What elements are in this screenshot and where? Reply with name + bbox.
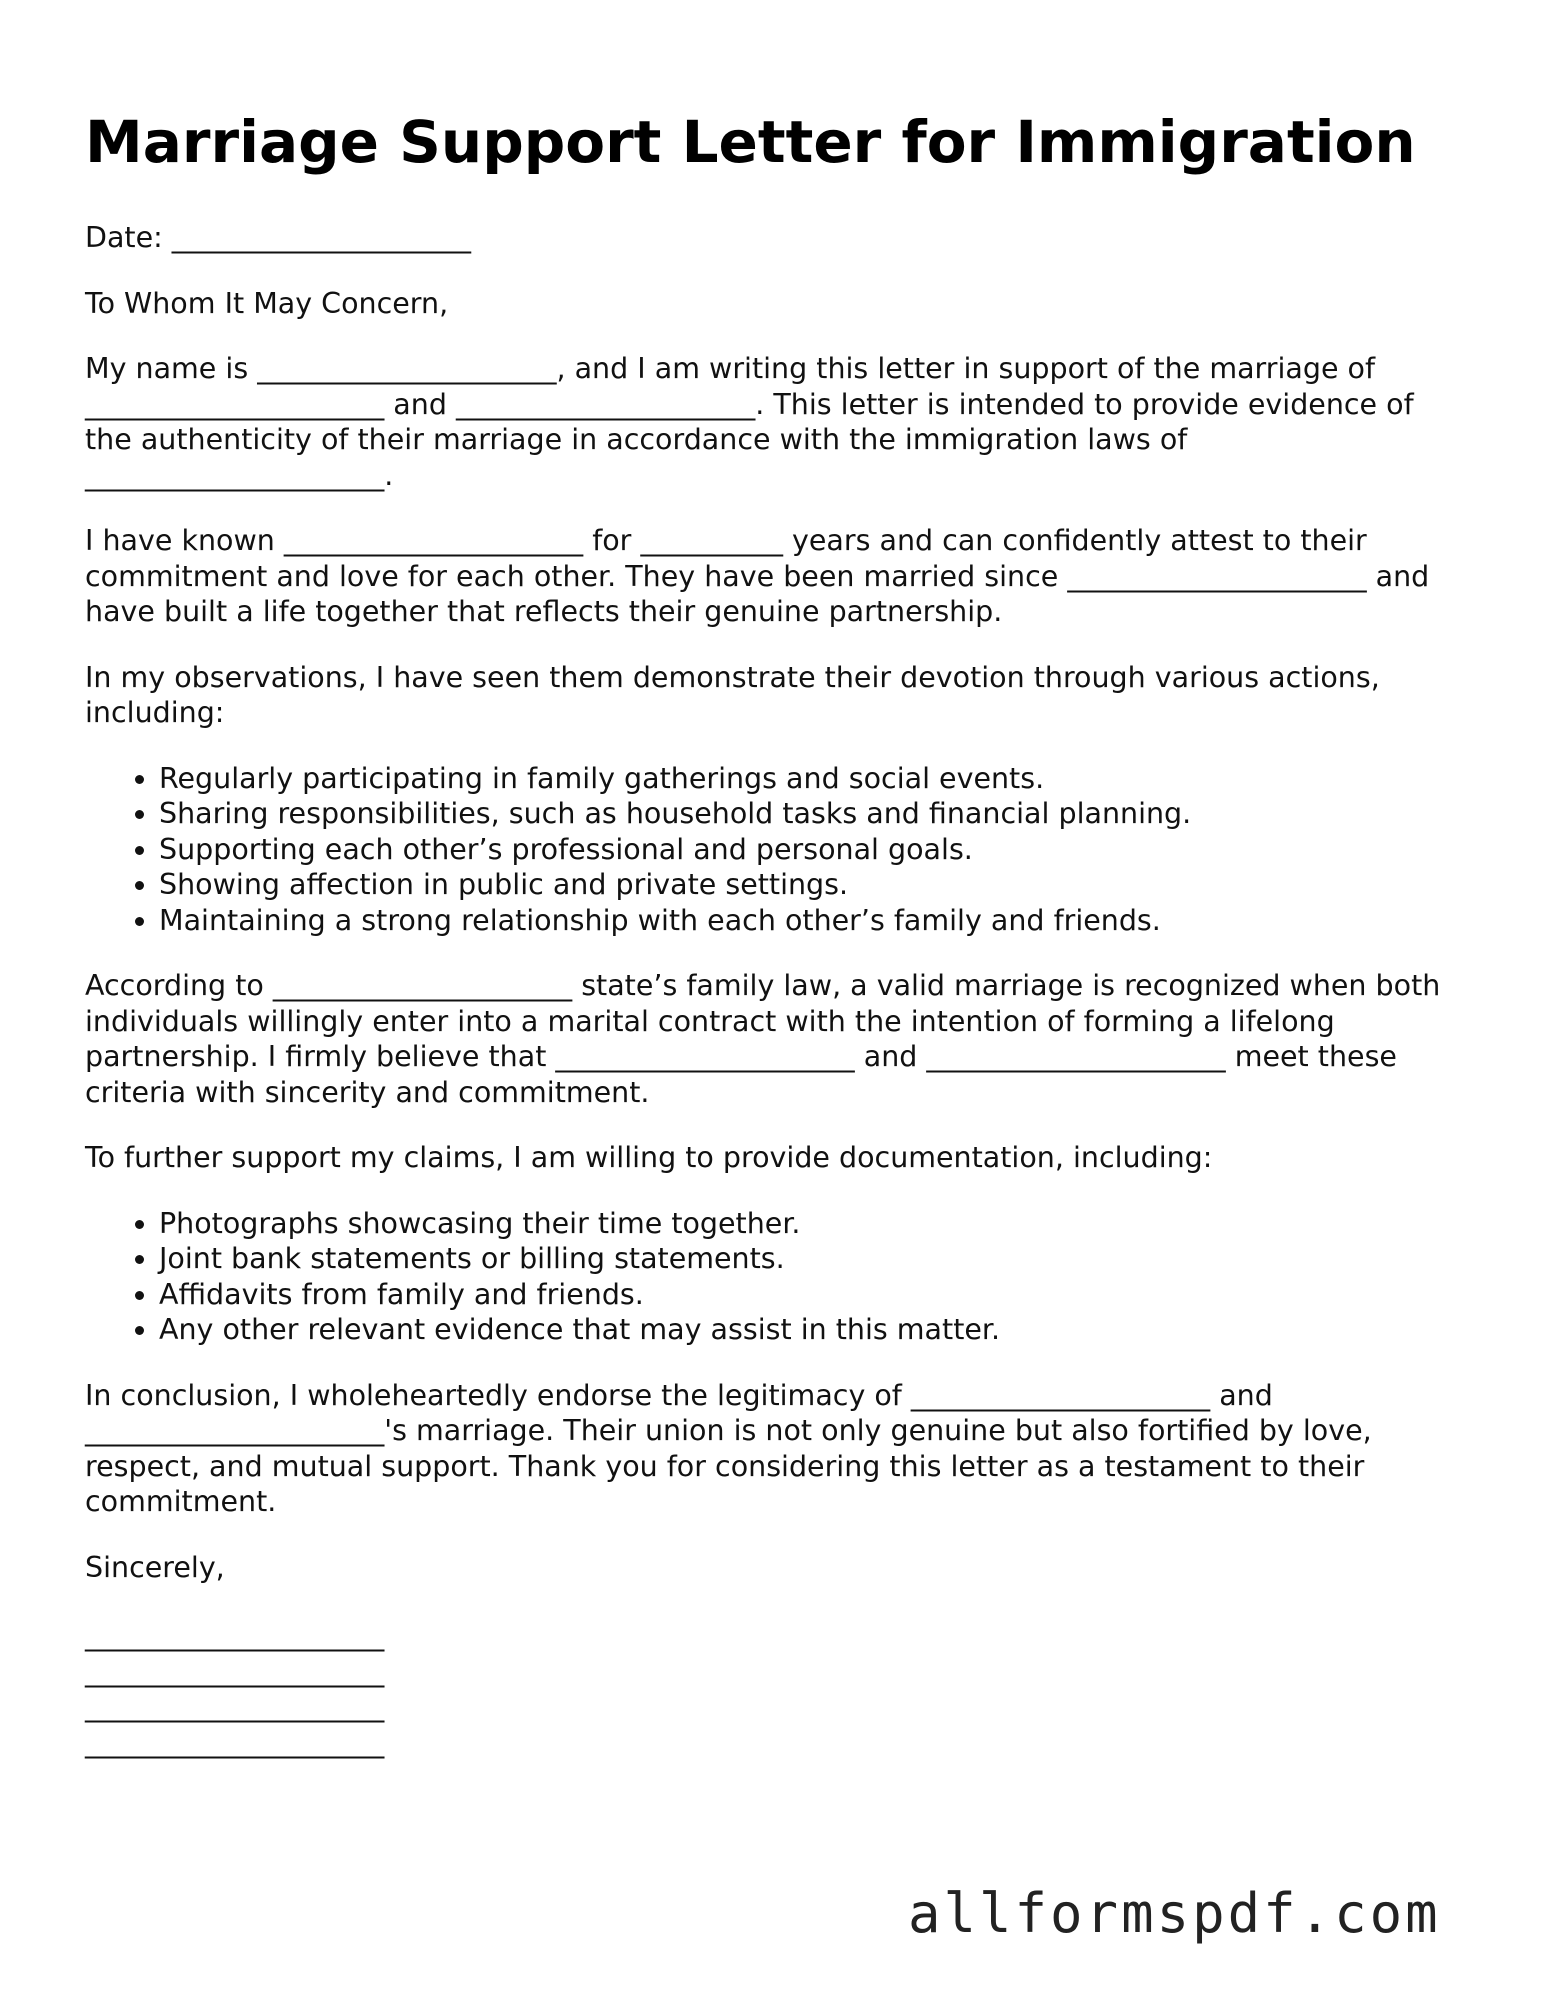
- list-item: • Any other relevant evidence that may assist in this matter.: [159, 1312, 1465, 1348]
- date-line: Date: _____________________: [85, 221, 472, 254]
- acquaintance-paragraph: I have known _____________________ for __________ years and can confidently attest to their commitment and love for each other. They have been married since _____________________ and have built a life together that reflects their genuine partnership.: [85, 524, 1430, 628]
- intro-paragraph: My name is _____________________, and I am writing this letter in support of the marriage of _____________________ and _____________________. This letter is intended to provide evidence of the authenticity of their marriage in accordance with the immigration laws of _____________________.: [85, 352, 1414, 492]
- signature-line: _____________________: [85, 1725, 385, 1759]
- observations-paragraph: In my observations, I have seen them demonstrate their devotion through various actions, including:: [85, 660, 1380, 729]
- letter-page: [85, 108, 1465, 1760]
- legal-paragraph: According to _____________________ state’s family law, a valid marriage is recognized when both individuals willingly enter into a marital contract with the intention of forming a lifelong partnership. I firmly believe that _____________________ and _____________________ meet these criteria with sincerity and commitment.: [85, 969, 1441, 1109]
- list-item: • Photographs showcasing their time together.: [159, 1206, 1465, 1242]
- list-item: • Affidavits from family and friends.: [159, 1277, 1465, 1313]
- actions-list: [85, 761, 1465, 939]
- conclusion-paragraph: In conclusion, I wholeheartedly endorse the legitimacy of _____________________ and _____________________'s marriage. Their union is not only genuine but also fortified by love, respect, and mutual support. Thank you for considering this letter as a testament to their commitment.: [85, 1378, 1372, 1518]
- list-item: • Regularly participating in family gatherings and social events.: [159, 761, 1465, 797]
- site-watermark: allformspdf.com: [908, 1882, 1441, 1945]
- document-title: Marriage Support Letter for Immigration: [85, 108, 1416, 176]
- closing: Sincerely,: [85, 1550, 225, 1584]
- signature-line: _____________________: [85, 1654, 385, 1688]
- list-item: • Sharing responsibilities, such as household tasks and financial planning.: [159, 796, 1465, 832]
- list-item: • Showing affection in public and private settings.: [159, 867, 1465, 903]
- signature-line: _____________________: [85, 1619, 385, 1652]
- list-item: • Supporting each other’s professional and personal goals.: [159, 832, 1465, 868]
- documentation-list: [85, 1206, 1465, 1348]
- salutation: To Whom It May Concern,: [85, 286, 449, 320]
- list-item: • Joint bank statements or billing statements.: [159, 1241, 1465, 1277]
- signature-line: _____________________: [85, 1690, 385, 1723]
- list-item: • Maintaining a strong relationship with each other’s family and friends.: [159, 903, 1465, 939]
- documentation-paragraph: To further support my claims, I am willing to provide documentation, including:: [85, 1141, 1213, 1174]
- signature-block: [85, 1618, 1465, 1760]
